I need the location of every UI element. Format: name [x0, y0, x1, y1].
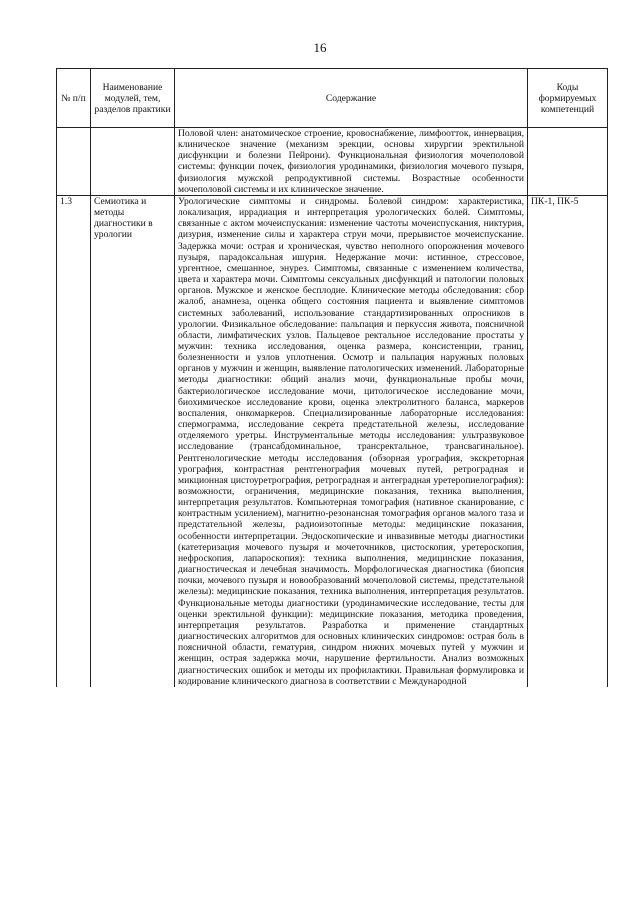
continuation-content-text: Половой член: анатомическое строение, кровоснабжение, лимфоотток, иннервация, клиническое значение (механизм эрекции, основы хирургии эректильной дисфункции и болезни Пейрони). Функциональная физиология мочеполовой системы: функции почек, физиология уродинамики, физиология мочевого пузыря, физиология мужской репродуктивной системы. Возрастные особенности мочеполовой системы и их клиническое значение.	[178, 128, 524, 195]
curriculum-table	[56, 68, 608, 687]
table-row	[57, 195, 608, 686]
table-header-row	[57, 69, 608, 128]
row-codes: ПК-1, ПК-5	[528, 195, 608, 686]
header-name: Наименование модулей, тем, разделов практики	[91, 69, 175, 128]
row-content-text: Урологические симптомы и синдромы. Болевой синдром: характеристика, локализация, иррадиация и интерпретация урологических болей. Симптомы, связанные с актом мочеиспускания: изменение частоты мочеиспускания, никтурия, дизурия, изменение силы и характера струи мочи, прерывистое мочеиспускание. Задержка мочи: острая и хроническая, чувство неполного опорожнения мочевого пузыря, парадоксальная ишурия. Недержание мочи: истинное, стрессовое, ургентное, смешанное, энурез. Симптомы, связанные с изменением количества, цвета и характера мочи. Симптомы сексуальных дисфункций и патологии половых органов. Мужское и женское бесплодие. Клинические методы обследования: сбор жалоб, анамнеза, оценка общего состояния пациента и выявление симптомов системных заболеваний, использование стандартизированных опросников в урологии. Физикальное обследование: пальпация и перкуссия живота, поясничной области, лимфатических узлов. Пальцевое ректальное исследование простаты у мужчин: техника исследования, оценка размера, консистенции, границ, болезненности и узлов уплотнения. Осмотр и пальпация наружных половых органов у мужчин и женщин, выявление патологических изменений. Лабораторные методы диагностики: общий анализ мочи, функциональные пробы мочи, бактериологическое исследование мочи, цитологическое исследование мочи, биохимическое исследование крови, оценка электролитного баланса, маркеров воспаления, онкомаркеров. Специализированные лабораторные исследования: спермограмма, исследование секрета предстательной железы, исследование отделяемого уретры. Инструментальные методы исследования: ультразвуковое исследование (трансабдоминальное, трансректальное, трансвагинальное). Рентгенологические методы исследования (обзорная урография, экскреторная урография, контрастная рентгенография мочевых путей, ретроградная и микционная цистоуретрография, ретроградная и антеградная уретеропиелография): возможности, ограничения, медицинские показания, техника выполнения, интерпретация результатов. Компьютерная томография (нативное сканирование, с контрастным усилением), магнитно-резонансная томография органов малого таза и предстательной железы, радиоизотопные методы: медицинские показания, особенности интерпретации. Эндоскопические и инвазивные методы диагностики (катетеризация мочевого пузыря и мочеточников, цистоскопия, уретероскопия, нефроскопия, лапароскопия): техника выполнения, медицинские показания, диагностическая и лечебная значимость. Морфологическая диагностика (биопсия почки, мочевого пузыря и новообразований мочеполовой системы, предстательной железы): медицинские показания, техника выполнения, интерпретация результатов. Функциональные методы диагностики (уродинамические исследование, тесты для оценки эректильной функции): медицинские показания, методика проведения, интерпретация результатов. Разработка и применение стандартных диагностических алгоритмов для основных клинических синдромов: острая боль в поясничной области, гематурия, синдром нижних мочевых путей у мужчин и женщин, острая задержка мочи, нарушение фертильности. Анализ возможных диагностических ошибок и методы их профилактики. Правильная формулировка и кодирование клинического диагноза в соответствии с Международной	[178, 195, 524, 687]
page-number: 16	[313, 40, 327, 55]
header-content: Содержание	[175, 69, 528, 128]
row-content	[175, 195, 528, 686]
header-number: № п/п	[57, 69, 91, 128]
continuation-name	[91, 128, 175, 196]
row-number: 1.3	[57, 195, 91, 686]
continuation-codes	[528, 128, 608, 196]
header-codes: Коды формируемых компетенций	[528, 69, 608, 128]
continuation-content	[175, 128, 528, 196]
table-row-continuation	[57, 128, 608, 196]
continuation-number	[57, 128, 91, 196]
row-name: Семиотика и методы диагностики в урологии	[91, 195, 175, 686]
